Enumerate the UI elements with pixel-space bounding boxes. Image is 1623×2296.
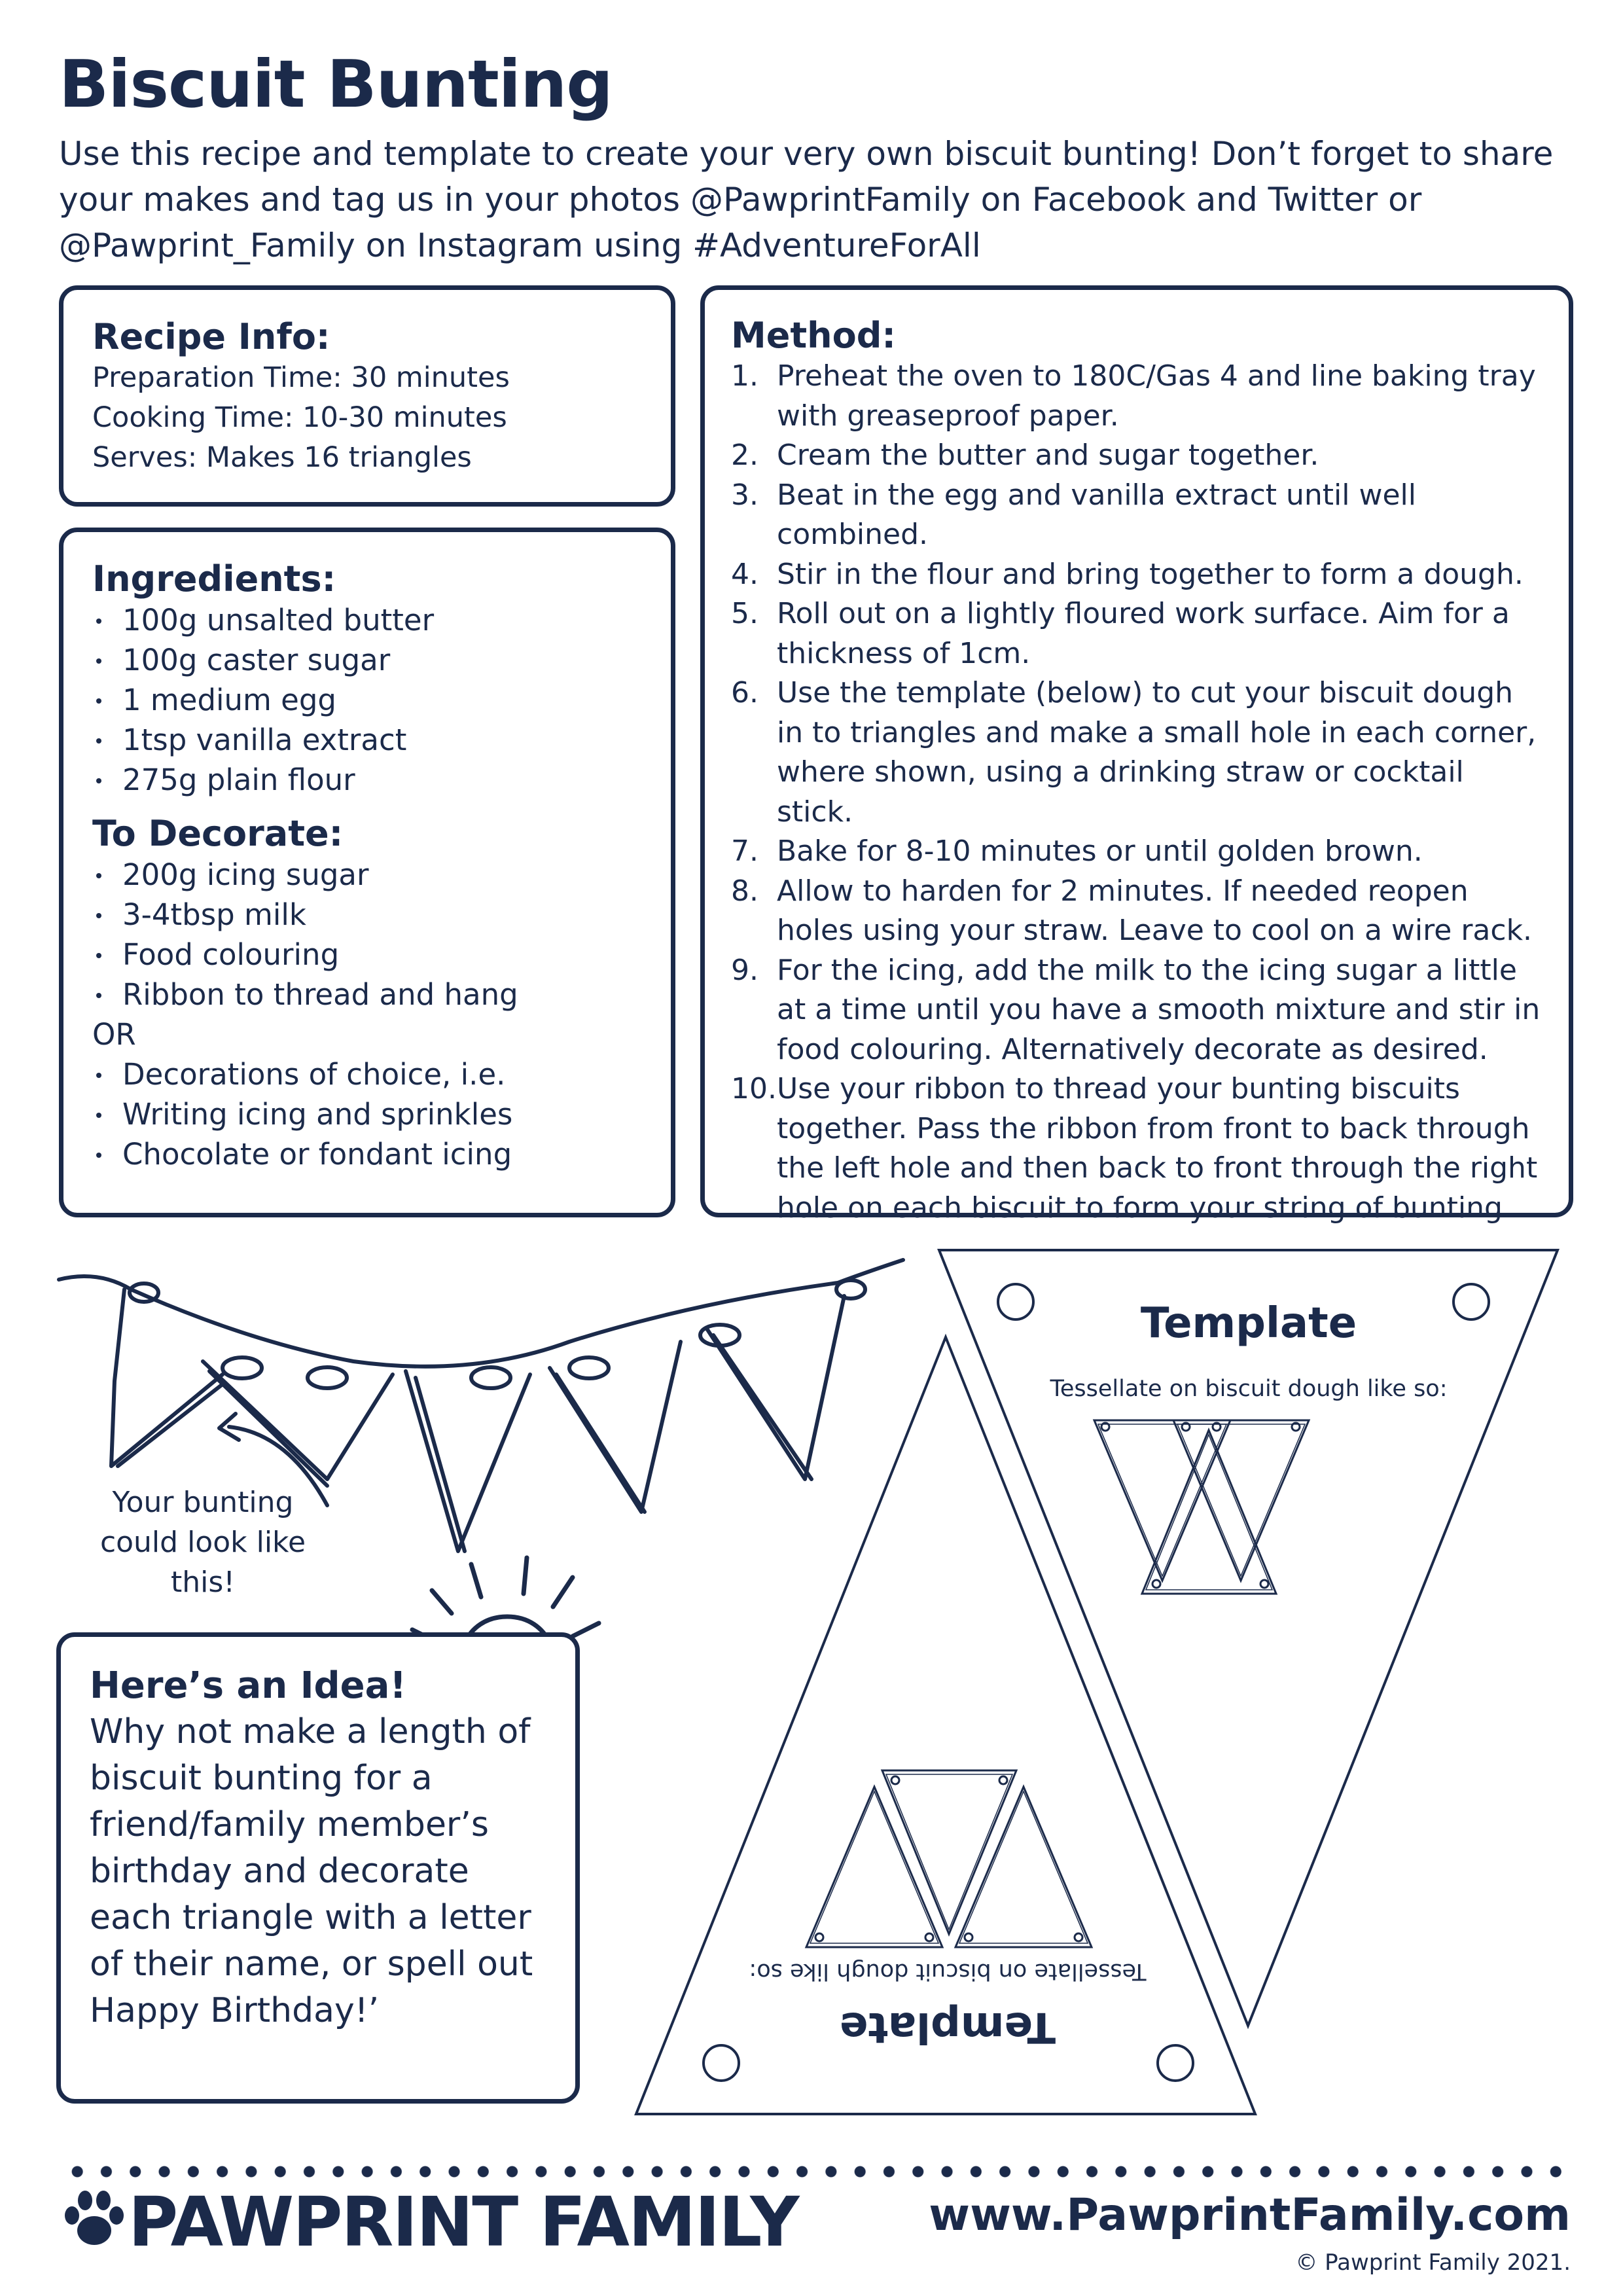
ingredients-box (59, 528, 675, 1217)
list-item: 275g plain flour (92, 760, 642, 800)
list-item: 100g caster sugar (92, 640, 642, 680)
method-step: 5. Roll out on a lightly floured work surface. Aim for a thickness of 1cm. (731, 597, 1510, 670)
method-step: 4. Stir in the flour and bring together to form a dough. (731, 557, 1524, 591)
method-list (731, 357, 1543, 1228)
ingredients-heading: Ingredients: (92, 558, 336, 600)
decorate-list (92, 855, 642, 1014)
alt-decorate-list (92, 1054, 642, 1174)
template-title: Template (1140, 1299, 1357, 1348)
template-subtitle-inverted: Tessellate on biscuit dough like so: (749, 1958, 1147, 1984)
list-item: Ribbon to thread and hang (92, 975, 642, 1014)
dotted-divider (63, 2165, 1568, 2178)
paw-icon (60, 2186, 126, 2251)
list-item: Food colouring (92, 935, 642, 975)
template-triangle-inverted (636, 1337, 1255, 2114)
method-step: 1. Preheat the oven to 180C/Gas 4 and line baking tray with greaseproof paper. (731, 359, 1536, 433)
decorate-heading: To Decorate: (92, 813, 344, 854)
copyright: © Pawprint Family 2021. (1295, 2250, 1571, 2276)
list-item: Chocolate or fondant icing (92, 1134, 642, 1174)
method-step: 8. Allow to harden for 2 minutes. If needed reopen holes using your straw. Leave to cool on a wire rack. (731, 874, 1533, 947)
template-title-inverted: Template (839, 2003, 1056, 2051)
recipe-info-heading: Recipe Info: (92, 316, 330, 357)
list-item: 100g unsalted butter (92, 600, 642, 640)
serves: Serves: Makes 16 triangles (92, 441, 472, 474)
method-step: 10. Use your ribbon to thread your bunting biscuits together. Pass the ribbon from front to back through the left hole and then back to front through the right hole on each biscuit to form your string of bunting. (731, 1072, 1538, 1225)
list-item: 1tsp vanilla extract (92, 720, 642, 760)
ingredients-list (92, 600, 642, 800)
template-diagram (628, 1230, 1584, 2134)
method-step: 3. Beat in the egg and vanilla extract until well combined. (731, 478, 1416, 551)
idea-box (56, 1632, 580, 2104)
tessellation-diagram-top (1094, 1420, 1309, 1594)
template-subtitle: Tessellate on biscuit dough like so: (1050, 1376, 1448, 1402)
list-item: 1 medium egg (92, 680, 642, 720)
recipe-info-box (59, 285, 675, 507)
or-label: OR (92, 1017, 136, 1052)
method-step: 9. For the icing, add the milk to the icing sugar a little at a time until you have a smooth mixture and stir in food colouring. Alternatively decorate as desired. (731, 953, 1541, 1066)
list-item: 3-4tbsp milk (92, 895, 642, 935)
idea-text: Why not make a length of biscuit bunting for a friend/family member’s birthday and decorate each triangle with a letter of their name, or spell out Happy Birthday!’ (90, 1712, 533, 2030)
method-heading: Method: (731, 315, 896, 356)
bunting-caption: Your bunting could look like this! (99, 1486, 306, 1599)
brand-logo: PAWPRINT FAMILY (128, 2182, 798, 2262)
method-box (700, 285, 1573, 1225)
page-title: Biscuit Bunting (59, 46, 613, 122)
list-item: Decorations of choice, i.e. (92, 1054, 642, 1094)
cook-time: Cooking Time: 10-30 minutes (92, 401, 507, 434)
list-item: 200g icing sugar (92, 855, 642, 895)
intro-text: Use this recipe and template to create your very own biscuit bunting! Don’t forget to share your makes and tag us in your photos @PawprintFamily on Facebook and Twitter or @Pawprint_Family on Instagram using #AdventureForAll (59, 135, 1554, 264)
template-triangle-upright (939, 1250, 1558, 2026)
method-step: 6. Use the template (below) to cut your biscuit dough in to triangles and make a small hole in each corner, where shown, using a drinking straw or cocktail stick. (731, 676, 1537, 829)
idea-heading: Here’s an Idea! (90, 1664, 406, 1707)
tessellation-diagram-bottom (806, 1770, 1092, 1947)
method-step: 7. Bake for 8-10 minutes or until golden brown. (731, 834, 1423, 868)
list-item: Writing icing and sprinkles (92, 1094, 642, 1134)
website-url: www.PawprintFamily.com (929, 2189, 1571, 2241)
prep-time: Preparation Time: 30 minutes (92, 361, 510, 394)
method-step: 2. Cream the butter and sugar together. (731, 439, 1319, 472)
